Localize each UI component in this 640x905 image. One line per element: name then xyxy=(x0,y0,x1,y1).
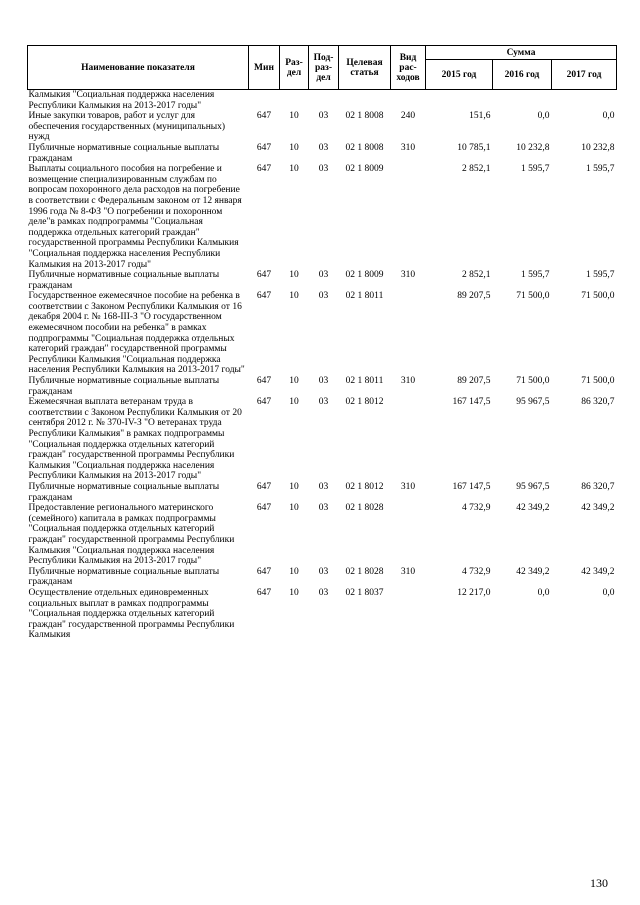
header-2015: 2015 год xyxy=(426,60,493,90)
cell-vid xyxy=(391,90,426,112)
cell-podrazdel: 03 xyxy=(318,503,329,514)
cell-vid: 310 xyxy=(400,566,416,577)
cell-min: 647 xyxy=(256,291,272,302)
header-statya: Целевая статья xyxy=(339,46,391,90)
cell-razdel: 10 xyxy=(289,376,299,387)
cell-statya: 02 1 8028 xyxy=(345,566,384,577)
cell-sum-2017 xyxy=(552,90,617,112)
cell-razdel: 10 xyxy=(289,503,299,514)
cell-sum-2017: 10 232,8 xyxy=(581,142,615,153)
cell-sum-2015 xyxy=(426,90,493,112)
cell-min: 647 xyxy=(256,376,272,387)
cell-vid: 310 xyxy=(400,270,416,281)
cell-name: Публичные нормативные социальные выплаты гражданам xyxy=(28,481,220,503)
cell-razdel: 10 xyxy=(289,142,299,153)
cell-podrazdel: 03 xyxy=(318,291,329,302)
cell-statya: 02 1 8012 xyxy=(345,481,384,492)
cell-statya: 02 1 8012 xyxy=(345,397,384,408)
cell-sum-2016: 1 595,7 xyxy=(521,270,550,281)
cell-name: Публичные нормативные социальные выплаты гражданам xyxy=(28,142,220,164)
cell-sum-2017: 42 349,2 xyxy=(581,503,615,514)
document-page xyxy=(27,45,616,641)
cell-sum-2017: 86 320,7 xyxy=(581,397,615,408)
table-row xyxy=(28,482,617,503)
cell-sum-2016: 10 232,8 xyxy=(516,142,550,153)
table-row xyxy=(28,143,617,164)
cell-sum-2017: 86 320,7 xyxy=(581,481,615,492)
cell-name: Ежемесячная выплата ветеранам труда в соответствии с Законом Республики Калмыкия от 20 сентября 2012 г. № 370-IV-З "О ветеранах труда Республики Калмыкия" в рамках подпрограммы "Социальная поддержка отдельных категорий граждан" государственной программы Республики Калмыкия "Социальная поддержка населения Республики Калмыкия на 2013-2017 годы" xyxy=(28,397,242,482)
cell-vid xyxy=(391,164,426,270)
cell-name: Публичные нормативные социальные выплаты гражданам xyxy=(28,376,220,397)
cell-sum-2016: 0,0 xyxy=(537,587,550,598)
header-min: Мин xyxy=(249,46,280,90)
header-summa: Сумма xyxy=(426,46,617,60)
cell-sum-2015: 4 732,9 xyxy=(462,503,491,514)
cell-sum-2016: 95 967,5 xyxy=(516,481,550,492)
cell-vid: 310 xyxy=(400,142,416,153)
cell-sum-2015: 2 852,1 xyxy=(462,164,491,175)
cell-sum-2015: 2 852,1 xyxy=(462,270,491,281)
cell-vid xyxy=(391,397,426,482)
header-podrazdel: Под- раз- дел xyxy=(309,46,339,90)
cell-razdel: 10 xyxy=(289,291,299,302)
cell-sum-2015: 151,6 xyxy=(469,111,491,122)
table-row xyxy=(28,567,617,588)
table-row xyxy=(28,291,617,376)
cell-statya: 02 1 8028 xyxy=(345,503,384,514)
cell-vid xyxy=(391,291,426,376)
cell-podrazdel: 03 xyxy=(318,566,329,577)
cell-min: 647 xyxy=(256,397,272,408)
cell-statya: 02 1 8037 xyxy=(345,587,384,598)
cell-podrazdel: 03 xyxy=(318,481,329,492)
cell-min: 647 xyxy=(256,566,272,577)
cell-podrazdel: 03 xyxy=(318,376,329,387)
cell-podrazdel: 03 xyxy=(318,587,329,598)
cell-vid: 240 xyxy=(400,111,416,122)
cell-podrazdel: 03 xyxy=(318,111,329,122)
cell-statya: 02 1 8011 xyxy=(345,376,384,387)
table-row xyxy=(28,164,617,270)
table-row xyxy=(28,90,617,112)
cell-sum-2016: 71 500,0 xyxy=(516,376,550,387)
cell-sum-2017: 71 500,0 xyxy=(581,291,615,302)
cell-razdel xyxy=(280,90,309,112)
cell-min: 647 xyxy=(256,142,272,153)
budget-table xyxy=(27,45,617,641)
table-body xyxy=(28,90,617,641)
cell-statya: 02 1 8009 xyxy=(345,270,384,281)
cell-vid xyxy=(391,503,426,567)
cell-min xyxy=(249,90,280,112)
cell-name: Иные закупки товаров, работ и услуг для обеспечения государственных (муниципальных) нужд xyxy=(28,111,226,143)
cell-sum-2017: 0,0 xyxy=(602,111,615,122)
header-name: Наименование показателя xyxy=(28,46,249,90)
header-2016: 2016 год xyxy=(493,60,552,90)
cell-vid: 310 xyxy=(400,376,416,387)
cell-vid xyxy=(391,588,426,641)
cell-razdel: 10 xyxy=(289,481,299,492)
cell-name: Публичные нормативные социальные выплаты гражданам xyxy=(28,566,220,588)
cell-sum-2015: 10 785,1 xyxy=(457,142,491,153)
cell-min: 647 xyxy=(256,111,272,122)
cell-razdel: 10 xyxy=(289,566,299,577)
cell-razdel: 10 xyxy=(289,164,299,175)
cell-name: Выплаты социального пособия на погребение и возмещение специализированным службам по вопросам похоронного дела расходов на погребение в соответствии с Федеральным законом от 12 января 1996 года № 8-ФЗ "О погребении и похоронном деле"в рамках подпрограммы "Социальная поддержка отдельных категорий граждан" государственной программы Республики Калмыкия "Социальная поддержка населения Республики Калмыкия на 2013-2017 годы" xyxy=(28,164,242,270)
cell-statya: 02 1 8009 xyxy=(345,164,384,175)
cell-sum-2016: 42 349,2 xyxy=(516,503,550,514)
cell-podrazdel xyxy=(309,90,339,112)
cell-sum-2016: 0,0 xyxy=(537,111,550,122)
cell-name: Калмыкия "Социальная поддержка населения Республики Калмыкия на 2013-2017 годы" xyxy=(28,90,215,111)
cell-min: 647 xyxy=(256,164,272,175)
cell-sum-2015: 4 732,9 xyxy=(462,566,491,577)
cell-name: Предоставление регионального материнского (семейного) капитала в рамках подпрограммы "Социальная поддержка отдельных категорий граждан" государственной программы Республики Калмыкия "Социальная поддержка населения Республики Калмыкия на 2013-2017 годы" xyxy=(28,503,235,567)
cell-min: 647 xyxy=(256,503,272,514)
cell-razdel: 10 xyxy=(289,397,299,408)
table-row xyxy=(28,397,617,482)
cell-sum-2017: 0,0 xyxy=(602,587,615,598)
cell-sum-2017: 42 349,2 xyxy=(581,566,615,577)
cell-podrazdel: 03 xyxy=(318,164,329,175)
cell-sum-2017: 1 595,7 xyxy=(586,270,615,281)
table-row xyxy=(28,503,617,567)
cell-sum-2016: 95 967,5 xyxy=(516,397,550,408)
header-razdel: Раз- дел xyxy=(280,46,309,90)
cell-name: Осуществление отдельных единовременных социальных выплат в рамках подпрограммы "Социальная поддержка отдельных категорий граждан" государственной программы Республики Калмыкия xyxy=(28,587,235,641)
cell-sum-2015: 89 207,5 xyxy=(457,291,491,302)
cell-podrazdel: 03 xyxy=(318,270,329,281)
cell-sum-2015: 89 207,5 xyxy=(457,376,491,387)
cell-razdel: 10 xyxy=(289,270,299,281)
cell-sum-2016: 71 500,0 xyxy=(516,291,550,302)
table-row xyxy=(28,376,617,397)
cell-statya: 02 1 8008 xyxy=(345,142,384,153)
cell-name: Публичные нормативные социальные выплаты гражданам xyxy=(28,270,220,291)
cell-min: 647 xyxy=(256,481,272,492)
cell-razdel: 10 xyxy=(289,587,299,598)
cell-sum-2015: 12 217,0 xyxy=(457,587,491,598)
page-number: 130 xyxy=(590,876,608,890)
cell-razdel: 10 xyxy=(289,111,299,122)
cell-vid: 310 xyxy=(400,481,416,492)
cell-sum-2015: 167 147,5 xyxy=(452,397,491,408)
header-vid: Вид рас- ходов xyxy=(391,46,426,90)
cell-statya: 02 1 8011 xyxy=(345,291,384,302)
header-2017: 2017 год xyxy=(552,60,617,90)
table-row xyxy=(28,588,617,641)
cell-sum-2016 xyxy=(493,90,552,112)
cell-min: 647 xyxy=(256,587,272,598)
cell-podrazdel: 03 xyxy=(318,142,329,153)
table-row xyxy=(28,111,617,143)
cell-podrazdel: 03 xyxy=(318,397,329,408)
cell-statya xyxy=(339,90,391,112)
cell-statya: 02 1 8008 xyxy=(345,111,384,122)
cell-min: 647 xyxy=(256,270,272,281)
cell-sum-2017: 71 500,0 xyxy=(581,376,615,387)
cell-sum-2016: 42 349,2 xyxy=(516,566,550,577)
cell-sum-2017: 1 595,7 xyxy=(586,164,615,175)
table-row xyxy=(28,270,617,291)
cell-sum-2016: 1 595,7 xyxy=(521,164,550,175)
cell-sum-2015: 167 147,5 xyxy=(452,481,491,492)
cell-name: Государственное ежемесячное пособие на ребенка в соответствии с Законом Республики Калмыкия от 16 декабря 2004 г. № 168-III-З "О государственном ежемесячном пособии на ребенка" в рамках подпрограммы "Социальная поддержка отдельных категорий граждан" государственной программы Республики Калмыкия "Социальная поддержка населения Республики Калмыкия на 2013-2017 годы" xyxy=(28,291,245,376)
